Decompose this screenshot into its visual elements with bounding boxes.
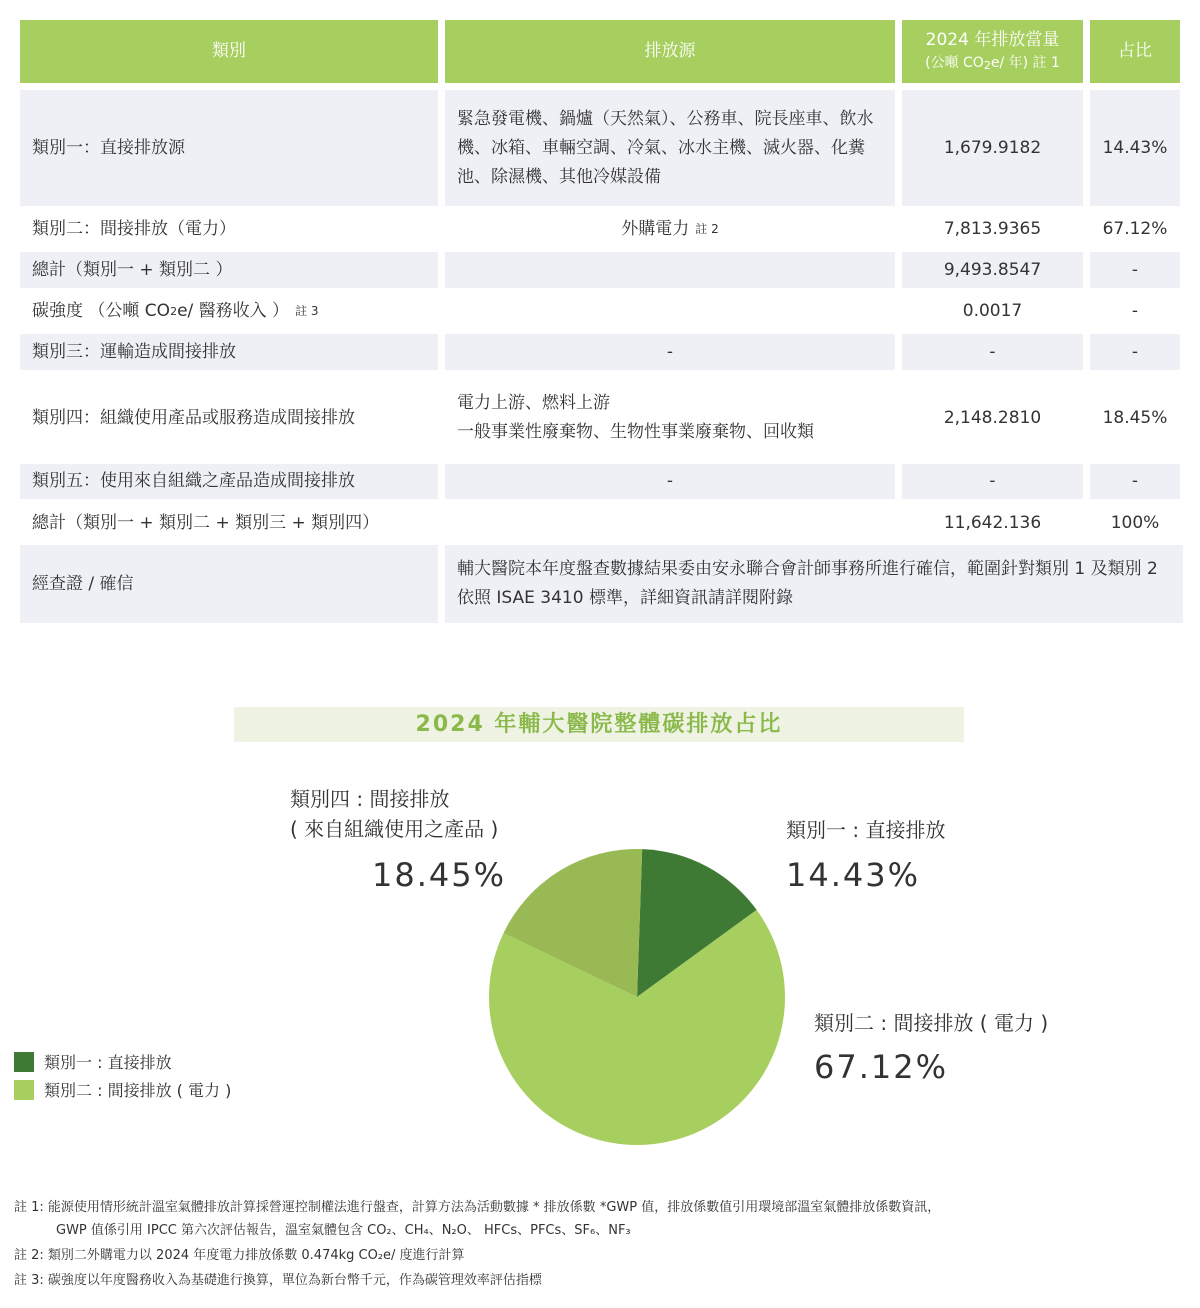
row-share: - [1131,300,1139,321]
row-source: 外購電力 註 2 [445,211,895,247]
row-share: 100% [1110,512,1160,533]
note-3: 註 3: 碳強度以年度醫務收入為基礎進行換算，單位為新台幣千元，作為碳管理效率評估指標 [14,1273,542,1288]
legend-item-category-1 [14,1050,172,1073]
row-source: - [445,464,895,499]
row-emission: 9,493.8547 [902,252,1083,288]
note-1-line1: 註 1: 能源使用情形統計溫室氣體排放計算採營運控制權法進行盤查，計算方法為活動數據 * 排放係數 *GWP 值，排放係數值引用環境部溫室氣體排放係數資訊， [14,1200,941,1215]
header-emission-line1: 2024 年排放當量 [925,30,1060,50]
label-category-4-line2: ( 來自組織使用之產品 ) [290,817,499,841]
header-source: 排放源 [445,20,895,83]
row-category: 類別四：組織使用產品或服務造成間接排放 [32,407,355,428]
row-emission: 7,813.9365 [943,218,1042,239]
row-emission: 0.0017 [962,300,1023,321]
row-share: - [1090,252,1180,288]
row-category: 類別二：間接排放（電力） [32,218,236,239]
label-category-2: 類別二 : 間接排放 ( 電力 ) [814,1011,1049,1035]
row-share: 67.12% [1102,218,1168,239]
header-emission-note: 註 1 [1032,55,1060,71]
row-category: 類別三：運輸造成間接排放 [20,334,438,370]
label-category-4-line1: 類別四 : 間接排放 [290,787,450,811]
legend-swatch [14,1080,34,1100]
legend-swatch [14,1052,34,1072]
row-category: 類別一：直接排放源 [20,90,438,206]
note-2: 註 2: 類別二外購電力以 2024 年度電力排放係數 0.474kg CO₂e/ 度進行計算 [14,1248,465,1263]
row-source: 電力上游、燃料上游 一般事業性廢棄物、生物性事業廢棄物、回收類 [457,393,814,442]
row-emission: 1,679.9182 [902,90,1083,206]
header-category: 類別 [20,20,438,83]
label-category-1: 類別一 : 直接排放 [786,818,946,842]
legend-item-category-2 [14,1078,231,1101]
category-note: 註 3 [295,303,319,318]
row-source: 輔大醫院本年度盤查數據結果委由安永聯合會計師事務所進行確信，範圍針對類別 1 及類別 2 依照 ISAE 3410 標準，詳細資訊請詳閱附錄 [445,545,1183,623]
row-category: 經查證 / 確信 [20,545,438,623]
row-emission: - [902,334,1083,370]
row-emission: 11,642.136 [943,512,1042,533]
row-share: 18.45% [1102,407,1168,428]
pct-category-1: 14.43% [786,856,921,894]
row-source: - [445,334,895,370]
note-1-line2: GWP 值係引用 IPCC 第六次評估報告，溫室氣體包含 CO₂、CH₄、N₂O、 HFCs、PFCs、SF₆、NF₃ [56,1223,631,1238]
source-note: 註 2 [695,221,719,236]
row-share: 14.43% [1090,90,1180,206]
row-emission: 2,148.2810 [943,407,1042,428]
pct-category-4: 18.45% [372,856,507,894]
row-share: - [1090,334,1180,370]
row-category: 類別五：使用來自組織之產品造成間接排放 [20,464,438,499]
header-emission-unit: (公噸 CO2e/ 年) 註 1 [925,55,1060,72]
chart-title: 2024 年輔大醫院整體碳排放占比 [415,712,783,737]
row-share: - [1090,464,1180,499]
legend-label: 類別一 : 直接排放 [44,1053,172,1072]
row-category: 總計（類別一 + 類別二 ） [20,252,438,288]
row-category: 總計（類別一 + 類別二 + 類別三 + 類別四） [32,512,380,533]
pct-category-2: 67.12% [814,1048,949,1086]
legend-label: 類別二 : 間接排放 ( 電力 ) [44,1081,232,1100]
row-source: 緊急發電機、鍋爐（天然氣）、公務車、院長座車、飲水機、冰箱、車輛空調、冷氣、冰水主機、滅火器、化糞池、除濕機、其他冷媒設備 [445,90,895,206]
row-category: 碳強度 （公噸 CO 2 e/ 醫務收入 ） 註 3 [20,293,438,329]
row-emission: - [902,464,1083,499]
header-share: 占比 [1090,20,1180,83]
